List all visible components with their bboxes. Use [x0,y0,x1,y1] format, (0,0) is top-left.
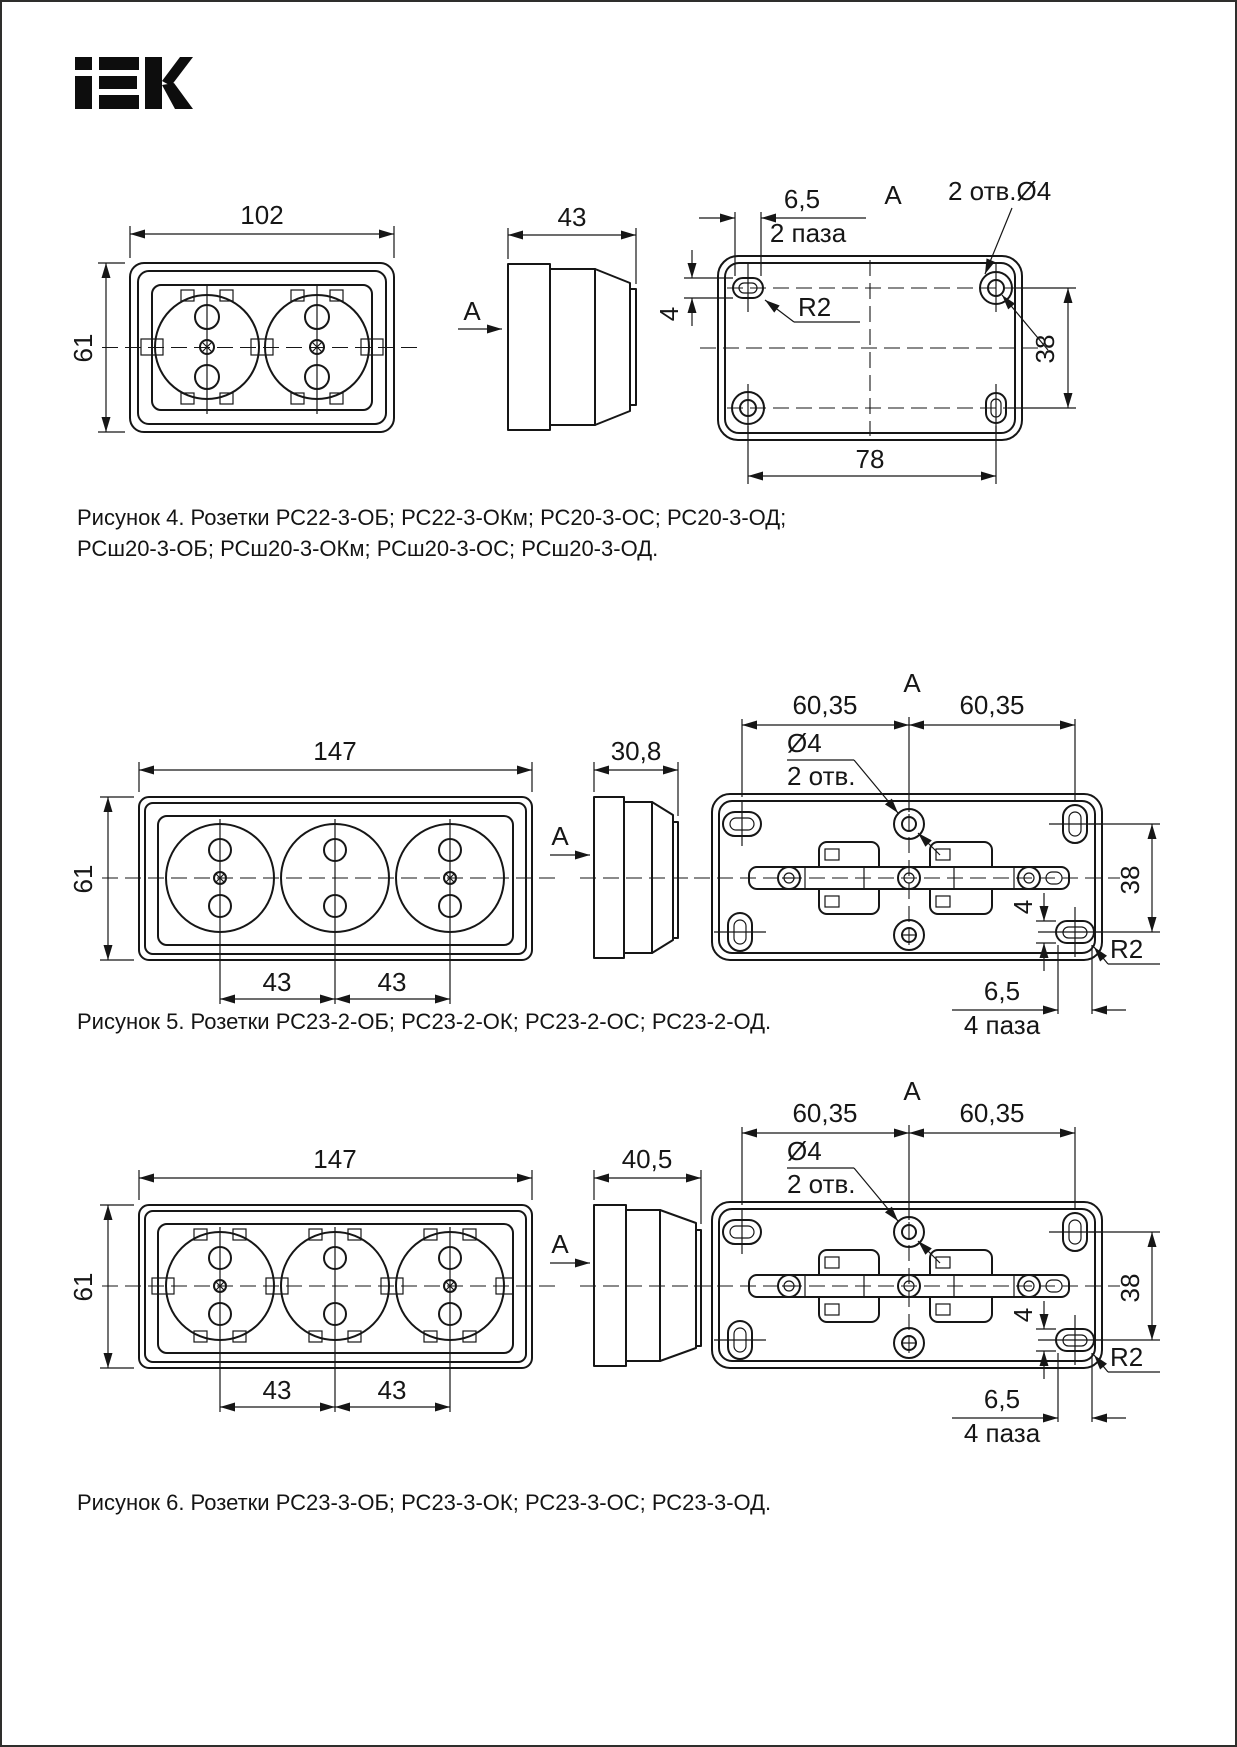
body-back-plate [630,289,636,405]
dim-label: 60,35 [959,690,1025,720]
logo-k-leg [162,83,193,109]
dim-label: 38 [1115,1273,1145,1303]
logo-e-bar [99,95,139,109]
caption-line: Рисунок 5. Розетки РС23-2-ОБ; РС23-2-ОК; РС23-2-ОС; РС23-2-ОД. [77,1009,772,1034]
dim-label: 40,5 [621,1144,673,1174]
dim-label: 60,35 [792,1098,858,1128]
fig4-view-direction [458,296,502,329]
dim-label: 61 [68,333,98,363]
dim-label: 78 [855,444,885,474]
callout-note: 2 отв. [787,1169,856,1199]
view-label: А [884,180,902,210]
fig4-dim-depth [508,202,636,284]
body-taper [595,269,630,425]
fig5-view-direction [550,821,590,855]
body-flange [508,264,550,430]
dim-label: 4 [1008,899,1038,915]
socket-outlet [265,286,383,414]
fig4-dim-horizontal [748,426,996,484]
mounting-slot [714,1321,766,1359]
body-middle [550,269,595,425]
dim-note: 4 паза [963,1418,1041,1448]
figure6-caption [77,1487,771,1518]
view-label: А [903,668,921,698]
socket-outlet [166,819,274,1004]
dim-label: 30,8 [610,736,662,766]
callout-label: R2 [1110,1342,1144,1372]
figure5-caption [77,1006,771,1037]
center-hole [894,1328,924,1358]
caption-line: Рисунок 4. Розетки РС22-3-ОБ; РС22-3-ОКм; РС20-3-ОС; РС20-3-ОД; [77,505,787,530]
dim-label: 38 [1115,865,1145,895]
dim-label: 43 [557,202,587,232]
logo-i-dot [75,57,92,70]
callout-label: R2 [1110,934,1144,964]
fig5-dim-width [139,736,532,792]
fig6-view-direction [550,1229,590,1263]
fig6-back-view [694,1076,1160,1448]
fig6-radius-callout [1094,1342,1160,1372]
figure4-drawing [2,162,1237,492]
callout-label: Ø4 [787,728,822,758]
view-label: А [903,1076,921,1106]
fig6-front-view [68,1144,558,1412]
fig4-dim-vertical [1008,288,1076,408]
dim-label: 6,5 [983,1384,1021,1414]
dim-label: 6,5 [983,976,1021,1006]
fig4-side-view [458,202,636,430]
dim-label: 43 [262,967,292,997]
caption-line: Рисунок 6. Розетки РС23-3-ОБ; РС23-3-ОК; РС23-3-ОС; РС23-3-ОД. [77,1490,772,1515]
fig6-dim-height [68,1205,134,1368]
dim-label: 147 [313,736,357,766]
callout-label: R2 [798,292,832,322]
dim-label: 38 [1030,334,1060,364]
view-label: А [551,1229,569,1259]
view-label: А [551,821,569,851]
fig5-radius-callout [1094,934,1160,964]
socket-outlet [396,819,504,1004]
mounting-slot [723,1127,761,1254]
socket-outlet [396,1227,513,1412]
socket-outlet [141,286,273,414]
socket-cover-outline [130,263,394,432]
dim-label: 147 [313,1144,357,1174]
socket-outlet [281,819,389,1004]
fig4-radius-callout [765,292,860,322]
figure5-drawing [2,592,1237,1062]
callout-label: 2 отв.Ø4 [948,176,1052,206]
fig4-front-view [68,200,420,432]
fig4-dim-slot-width [654,250,733,326]
mounting-slot [714,913,766,951]
center-hole [894,920,924,950]
dim-label: 6,5 [783,184,821,214]
logo-e-bar [99,57,139,70]
logo-e-bar [99,76,137,89]
fig5-back-view [694,668,1160,1040]
fig4-back-view [654,176,1076,484]
callout-note: 2 отв. [787,761,856,791]
logo-i-stem [75,76,92,109]
fig5-side-view [550,736,694,958]
fig4-dim-width [130,200,394,258]
fig6-side-view [550,1144,714,1366]
dim-label: 4 [654,306,684,322]
view-label: А [463,296,481,326]
body-back-plate [696,1230,701,1346]
caption-line: РСш20-3-ОБ; РСш20-3-ОКм; РСш20-3-ОС; РСш20-3-ОД. [77,536,659,561]
dim-note: 4 паза [963,1010,1041,1040]
callout-label: Ø4 [787,1136,822,1166]
dim-label: 4 [1008,1307,1038,1323]
fig5-front-view [68,736,558,1004]
dim-label: 61 [68,864,98,894]
mounting-slot [723,719,761,846]
dim-label: 60,35 [792,690,858,720]
dim-label: 61 [68,1272,98,1302]
fig6-dim-width [139,1144,532,1200]
dim-label: 43 [377,1375,407,1405]
dim-label: 43 [262,1375,292,1405]
dim-label: 102 [240,200,284,230]
fig5-dim-height [68,797,134,960]
figure6-drawing [2,1072,1237,1462]
body-back-plate [673,822,678,938]
dim-label: 60,35 [959,1098,1025,1128]
logo-k-stem [145,57,162,109]
iek-logo [75,54,193,112]
dim-label: 43 [377,967,407,997]
iek-logo-glyphs [75,57,193,109]
dim-note: 2 паза [769,218,847,248]
fig5-dim-depth [594,736,678,816]
logo-k-arm [162,57,193,86]
fig6-dim-depth [594,1144,701,1224]
figure4-caption [77,502,786,564]
